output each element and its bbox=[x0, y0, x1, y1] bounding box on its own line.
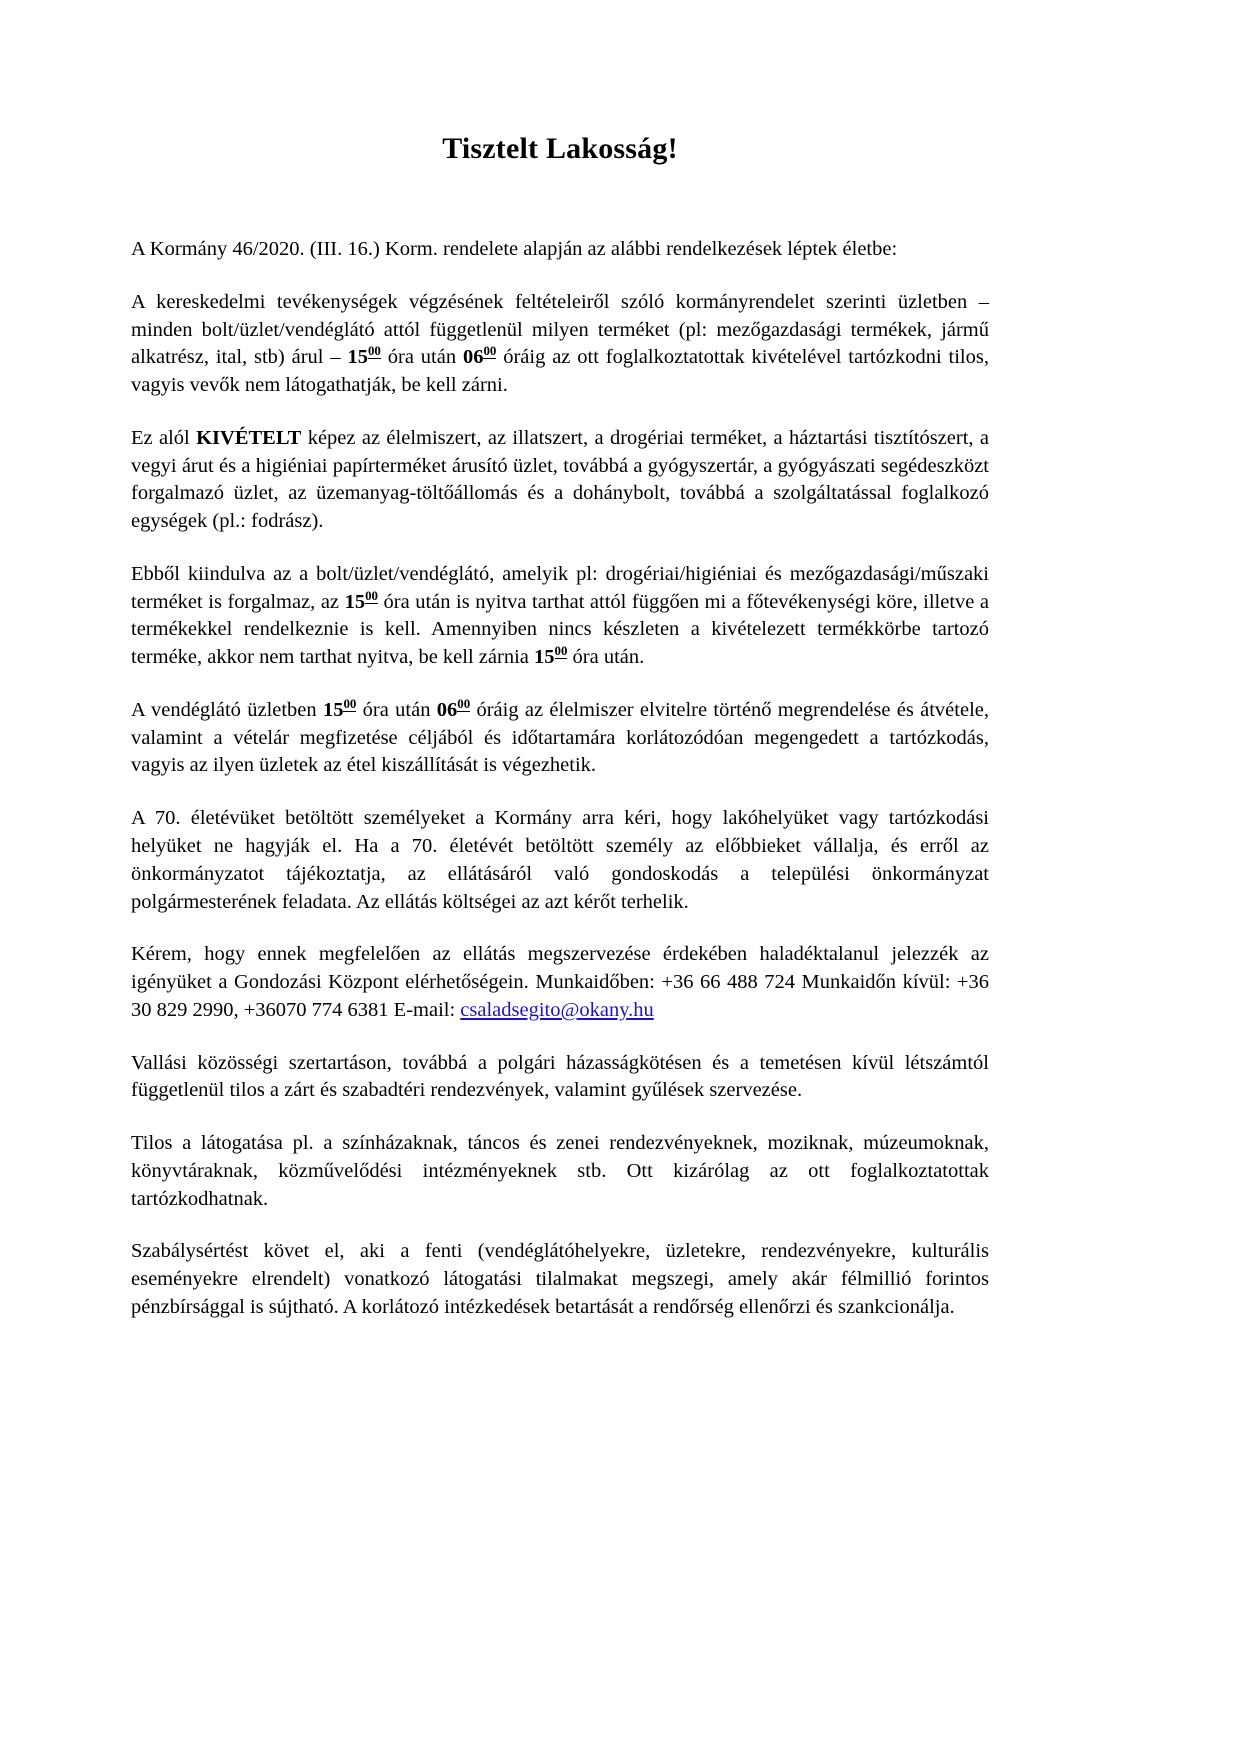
closing-time-15-minutes: 00 bbox=[367, 343, 381, 359]
restaurant-time-06-hours: 06 bbox=[436, 698, 458, 721]
paragraph-retail-closing bbox=[131, 289, 989, 400]
mixed-shop-time-15-second bbox=[534, 643, 568, 669]
mixed-shop-time-15-first bbox=[344, 587, 378, 613]
p6-text-part1: Kérem, hogy ennek megfelelően az ellátás megszervezése érdekében haladéktalanul jelezzék az igényüket a Gondozási Központ elérhetőségein. Munkaidőben: +36 66 488 724 Munkaidőn kívül: +36 30 829 2990, +36070 774 6381 E-mail: bbox=[131, 943, 989, 1021]
document-content bbox=[131, 0, 989, 1322]
p7-text: Vallási közösségi szertartáson, továbbá a polgári házasságkötésen és a temetésen kívül létszámtól függetlenül tilos a zárt és szabadtéri rendezvények, valamint gyűlések szervezése. bbox=[131, 1051, 989, 1102]
p3-text-part3: óra után. bbox=[567, 646, 645, 669]
restaurant-time-15 bbox=[322, 696, 357, 721]
p1-text-mid: óra után bbox=[380, 346, 463, 369]
mixed-shop-time-15-first-hours: 15 bbox=[344, 590, 366, 613]
opening-time-06-hours: 06 bbox=[462, 346, 484, 369]
restaurant-time-06 bbox=[436, 696, 471, 721]
p8-text: Tilos a látogatása pl. a színházaknak, táncos és zenei rendezvényeknek, moziknak, múzeumoknak, könyvtáraknak, közművelődési intézményeknek stb. Ott kizárólag az ott foglalkoztatottak tartózkodhatnak. bbox=[131, 1132, 989, 1210]
paragraph-events-ban bbox=[131, 1050, 989, 1106]
p1-text-part2: óráig az ott foglalkoztatottak kivételével tartózkodni tilos, vagyis vevők nem látogathatják, be kell zárni. bbox=[131, 346, 989, 397]
p3-text-part2: óra után is nyitva tarthat attól függően mi a főtevékenységi köre, illetve a termékekkel rendelkeznie is kell. Amennyiben nincs készleten a kivételezett termékkörbe tartozó terméke, akkor nem tarthat nyitva, be kell zárnia bbox=[131, 590, 989, 669]
paragraph-exceptions bbox=[131, 425, 989, 536]
mixed-shop-time-15-second-minutes: 00 bbox=[554, 643, 568, 659]
paragraph-restaurants bbox=[131, 697, 989, 780]
p5-text: A 70. életévüket betöltött személyeket a Kormány arra kéri, hogy lakóhelyüket vagy tartózkodási helyüket ne hagyják el. Ha a 70. életévét betöltött személy az előbbieket vállalja, és erről az önkormányzatot tájékoztatja, az ellátásáról való gondoskodás a települési önkormányzat polgármesterének feladata. Az ellátás költségei az azt kérőt terhelik. bbox=[131, 807, 989, 913]
intro-text: A Kormány 46/2020. (III. 16.) Korm. rendelete alapján az alábbi rendelkezések léptek életbe: bbox=[131, 238, 898, 260]
paragraph-mixed-shops bbox=[131, 561, 989, 672]
restaurant-time-15-minutes: 00 bbox=[343, 696, 357, 712]
paragraph-contact bbox=[131, 941, 989, 1024]
mixed-shop-time-15-first-minutes: 00 bbox=[365, 587, 378, 603]
exception-keyword: KIVÉTELT bbox=[196, 426, 302, 449]
opening-time-06 bbox=[462, 343, 497, 369]
p3-text-part1: Ebből kiindulva az a bolt/üzlet/vendéglátó, amelyik pl: drogériai/higiéniai és mezőgazdasági/műszaki terméket is forgalmaz, az bbox=[131, 562, 989, 613]
page-title: Tisztelt Lakosság! bbox=[442, 132, 678, 165]
restaurant-time-15-hours: 15 bbox=[322, 698, 344, 721]
mixed-shop-time-15-second-hours: 15 bbox=[534, 646, 555, 669]
closing-time-15 bbox=[347, 343, 381, 369]
document-body bbox=[131, 236, 989, 1322]
restaurant-time-06-minutes: 00 bbox=[457, 696, 471, 712]
email-link[interactable]: csaladsegito@okany.hu bbox=[460, 998, 654, 1021]
p9-text: Szabálysértést követ el, aki a fenti (vendéglátóhelyekre, üzletekre, rendezvényekre, kulturális eseményekre elrendelt) vonatkozó látogatási tilalmakat megszegi, amely akár félmillió forintos pénzbírsággal is sújtható. A korlátozó intézkedések betartását a rendőrség ellenőrzi és szankcionálja. bbox=[131, 1240, 989, 1318]
p4-text-part1: A vendéglátó üzletben bbox=[131, 698, 323, 721]
p1-text-part1: A kereskedelmi tevékenységek végzésének feltételeiről szóló kormányrendelet szerinti üzletben – minden bolt/üzlet/vendéglátó attól függetlenül milyen terméket (pl: mezőgazdasági termékek, jármű alkatrész, ital, stb) árul – bbox=[131, 290, 989, 369]
closing-time-15-hours: 15 bbox=[347, 346, 368, 369]
p2-text-part2: képez az élelmiszert, az illatszert, a drogériai terméket, a háztartási tisztítószert, a vegyi árut és a higiéniai papírterméket árusító üzlet, továbbá a gyógyszertár, a gyógyászati segédeszközt forgalmazó üzlet, az üzemanyag-töltőállomás és a dohánybolt, továbbá a szolgáltatással foglalkozó egységek (pl.: fodrász). bbox=[131, 426, 989, 533]
paragraph-elderly bbox=[131, 805, 989, 916]
paragraph-intro bbox=[131, 236, 989, 264]
paragraph-penalties bbox=[131, 1238, 989, 1321]
opening-time-06-minutes: 00 bbox=[483, 343, 497, 359]
p2-text-part1: Ez alól bbox=[131, 426, 197, 449]
p4-text-part2: óráig az élelmiszer elvitelre történő megrendelése és átvétele, valamint a vételár megfizetése céljából és időtartamára korlátozódóan megengedett a tartózkodás, vagyis az ilyen üzletek az étel kiszállítását is végezhetik. bbox=[131, 698, 989, 777]
paragraph-venues-ban bbox=[131, 1130, 989, 1213]
p4-text-mid: óra után bbox=[356, 698, 437, 721]
